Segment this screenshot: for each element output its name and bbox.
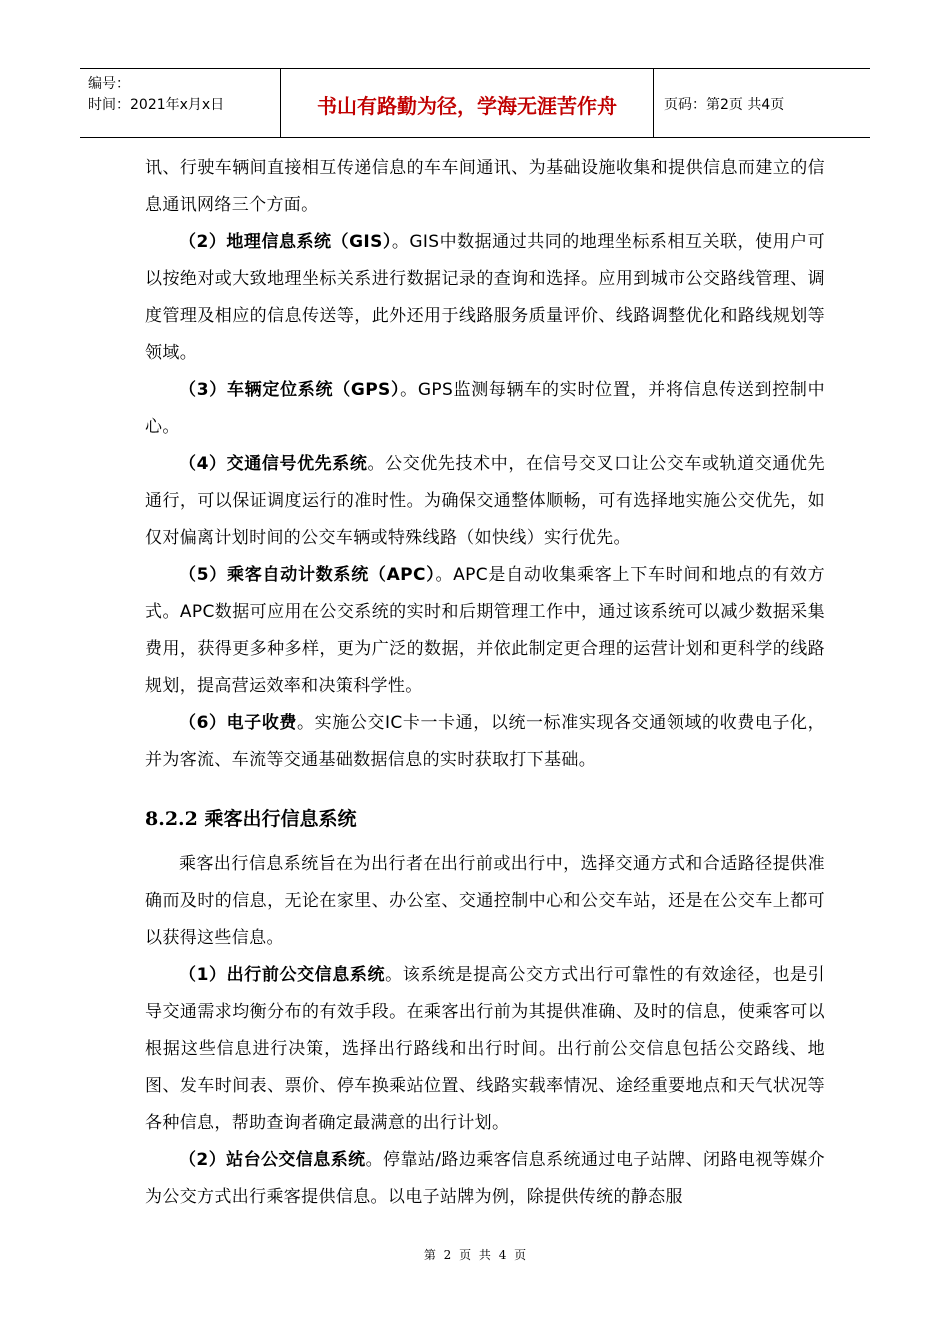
paragraph-text: 。APC是自动收集乘客上下车时间和地点的有效方式。APC数据可应用在公交系统的实时和后期管理工作中，通过该系统可以减少数据采集费用，获得更多种多样，更为广泛的数据，并依此制定更合理的运营计划和更科学的线路规划，提高营运效率和决策科学性。 xyxy=(145,565,825,696)
paragraph-gis xyxy=(145,224,825,372)
document-number-label: 编号： xyxy=(88,76,130,92)
paragraph-title: （2）站台公交信息系统 xyxy=(179,1150,366,1170)
paragraph-text: 。该系统是提高公交方式出行可靠性的有效途径，也是引导交通需求均衡分布的有效手段。在乘客出行前为其提供准确、及时的信息，使乘客可以根据这些信息进行决策，选择出行路线和出行时间。出行前公交信息包括公交路线、地图、发车时间表、票价、停车换乘站位置、线路实载率情况、途经重要地点和天气状况等各种信息，帮助查询者确定最满意的出行计划。 xyxy=(145,965,826,1133)
paragraph-pretrip-info xyxy=(145,957,825,1142)
paragraph-signal-priority xyxy=(145,446,825,557)
paragraph-stop-info xyxy=(145,1142,825,1216)
section-heading: 8.2.2 乘客出行信息系统 xyxy=(145,808,357,830)
paragraph-title: （5）乘客自动计数系统（APC） xyxy=(179,565,436,585)
paragraph-title: （3）车辆定位系统（GPS） xyxy=(179,380,401,400)
paragraph-e-payment xyxy=(145,705,825,779)
paragraph-title: （6）电子收费 xyxy=(179,713,298,733)
paragraph-title: （2）地理信息系统（GIS） xyxy=(179,232,392,252)
header-meta xyxy=(80,69,281,137)
document-date-label: 时间：2021年x月x日 xyxy=(88,97,225,113)
page-header xyxy=(80,68,870,138)
document-body xyxy=(145,150,825,1216)
paragraph-title: （4）交通信号优先系统 xyxy=(179,454,368,474)
paragraph-gps xyxy=(145,372,825,446)
paragraph-text: 。公交优先技术中，在信号交叉口让公交车或轨道交通优先通行，可以保证调度运行的准时性。为确保交通整体顺畅，可有选择地实施公交优先，如仅对偏离计划时间的公交车辆或特殊线路（如快线）实行优先。 xyxy=(145,454,825,548)
header-page-info: 页码：第2页 共4页 xyxy=(664,97,785,113)
paragraph-text: 。GIS中数据通过共同的地理坐标系相互关联，使用户可以按绝对或大致地理坐标关系进行数据记录的查询和选择。应用到城市公交路线管理、调度管理及相应的信息传送等，此外还用于线路服务质量评价、线路调整优化和路线规划等领域。 xyxy=(145,232,825,363)
header-motto: 书山有路勤为径，学海无涯苦作舟 xyxy=(281,69,654,137)
paragraph-text: 。停靠站/路边乘客信息系统通过电子站牌、闭路电视等媒介为公交方式出行乘客提供信息。以电子站牌为例，除提供传统的静态服 xyxy=(145,1150,825,1207)
paragraph-title: （1）出行前公交信息系统 xyxy=(179,965,386,985)
paragraph-section-intro: 乘客出行信息系统旨在为出行者在出行前或出行中，选择交通方式和合适路径提供准确而及时的信息，无论在家里、办公室、交通控制中心和公交车站，还是在公交车上都可以获得这些信息。 xyxy=(145,854,825,948)
page-footer: 第 2 页 共 4 页 xyxy=(423,1248,527,1262)
paragraph-intro-continued: 讯、行驶车辆间直接相互传递信息的车车间通讯、为基础设施收集和提供信息而建立的信息通讯网络三个方面。 xyxy=(145,158,825,215)
paragraph-apc xyxy=(145,557,825,705)
paragraph-text: 。GPS监测每辆车的实时位置，并将信息传送到控制中心。 xyxy=(145,380,825,437)
paragraph-text: 。实施公交IC卡一卡通，以统一标准实现各交通领域的收费电子化，并为客流、车流等交通基础数据信息的实时获取打下基础。 xyxy=(145,713,826,770)
